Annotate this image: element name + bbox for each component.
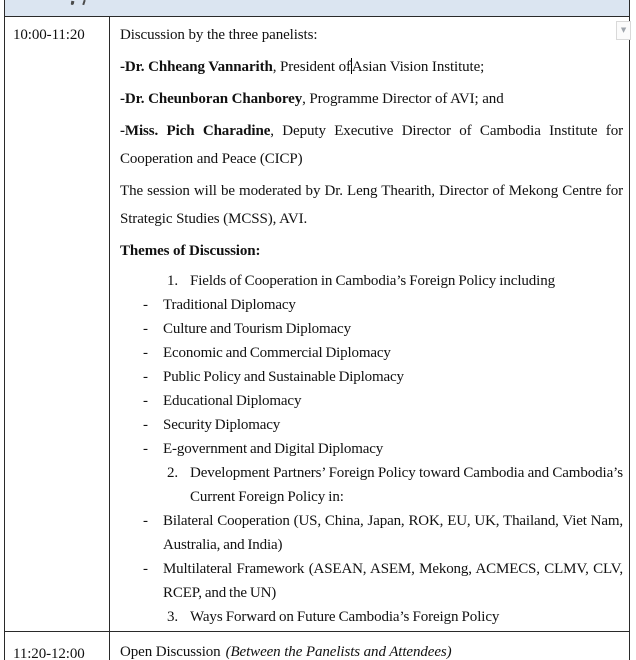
time-cell xyxy=(5,17,110,631)
panelist-2-role: , Programme Director of AVI; and xyxy=(302,91,504,107)
sub-list-marker: - xyxy=(143,417,148,433)
agenda-table xyxy=(4,0,630,660)
sub-list-item xyxy=(143,557,623,605)
sub-list-item-text: Security Diplomacy xyxy=(163,417,281,433)
sub-list-marker: - xyxy=(143,513,148,529)
sub-list-marker: - xyxy=(143,393,148,409)
list-item-text: Ways Forward on Future Cambodia’s Foreign Policy xyxy=(190,609,500,625)
sub-list-item xyxy=(143,437,623,461)
panelist-2-name: -Dr. Cheunboran Chanborey xyxy=(120,91,303,107)
sub-list-item-text: Public Policy and Sustainable Diplomacy xyxy=(163,369,404,385)
themes-heading xyxy=(120,237,623,265)
panelist-2-paragraph xyxy=(120,85,623,113)
sub-list-marker: - xyxy=(143,441,148,457)
scroll-down-button[interactable] xyxy=(616,21,631,40)
session-details-cell[interactable] xyxy=(110,632,629,660)
sub-list-marker: - xyxy=(143,345,148,361)
clipped-text-descender xyxy=(82,0,85,5)
sub-list-item xyxy=(143,317,623,341)
agenda-row-panel-discussion xyxy=(5,17,629,632)
moderator-paragraph xyxy=(120,177,623,233)
list-marker: 1. xyxy=(167,273,179,289)
moderator-text: The session will be moderated by Dr. Leng Thearith, Director of Mekong Centre for Strategic Studies (MCSS), AVI. xyxy=(120,183,623,227)
list-marker: 3. xyxy=(167,609,179,625)
sub-list-item-text: Economic and Commercial Diplomacy xyxy=(163,345,391,361)
session-details-cell[interactable] xyxy=(110,17,629,631)
themes-heading-text: Themes of Discussion: xyxy=(120,243,261,259)
panelist-1-paragraph xyxy=(120,53,623,81)
sub-list-marker: - xyxy=(143,369,148,385)
list-item-1 xyxy=(167,269,623,293)
sub-list-item-text: Multilateral Framework (ASEAN, ASEM, Mekong, ACMECS, CLMV, CLV, RCEP, and the UN) xyxy=(163,561,623,601)
time-range: 10:00-11:20 xyxy=(13,27,85,43)
table-header-band-clipped xyxy=(5,0,629,17)
intro-paragraph xyxy=(120,21,623,49)
themes-list xyxy=(120,269,623,629)
panelist-1-name: -Dr. Chheang Vannarith xyxy=(120,59,273,75)
time-cell xyxy=(5,632,110,660)
panelist-1-role-after: Asian Vision Institute; xyxy=(351,59,485,75)
sub-list-item-text: Bilateral Cooperation (US, China, Japan, ROK, EU, UK, Thailand, Viet Nam, Australia, and India) xyxy=(163,513,623,553)
list-item-2 xyxy=(167,461,623,509)
sub-list-item xyxy=(143,509,623,557)
clipped-text-descender xyxy=(71,1,75,5)
sub-list-item-text: Traditional Diplomacy xyxy=(163,297,296,313)
sub-list-item-text: Educational Diplomacy xyxy=(163,393,302,409)
sub-list-item xyxy=(143,389,623,413)
agenda-row-open-discussion xyxy=(5,632,629,660)
session-title-note: (Between the Panelists and Attendees) xyxy=(225,644,452,660)
list-item-text: Fields of Cooperation in Cambodia’s Foreign Policy including xyxy=(190,273,556,289)
list-marker: 2. xyxy=(167,465,179,481)
sub-list-marker: - xyxy=(143,561,148,577)
sub-list-marker: - xyxy=(143,321,148,337)
panelist-1-role-before: , President of xyxy=(272,59,351,75)
chevron-down-icon: ▼ xyxy=(620,26,627,34)
list-item-3 xyxy=(167,605,623,629)
sub-list-item xyxy=(143,341,623,365)
sub-list-item-text: E-government and Digital Diplomacy xyxy=(163,441,384,457)
list-item-text: Development Partners’ Foreign Policy toward Cambodia and Cambodia’s Current Foreign Policy in: xyxy=(190,465,623,505)
time-range: 11:20-12:00 xyxy=(13,646,85,660)
sub-list-item xyxy=(143,293,623,317)
panelist-3-paragraph xyxy=(120,117,623,173)
sub-list-item xyxy=(143,365,623,389)
intro-text: Discussion by the three panelists: xyxy=(120,27,318,43)
session-title: Open Discussion xyxy=(120,644,221,660)
sub-list-marker: - xyxy=(143,297,148,313)
sub-list-item-text: Culture and Tourism Diplomacy xyxy=(163,321,351,337)
sub-list-item xyxy=(143,413,623,437)
panelist-3-role: , Deputy Executive Director of Cambodia Institute for Cooperation and Peace (CICP) xyxy=(120,123,623,167)
panelist-3-name: -Miss. Pich Charadine xyxy=(120,123,271,139)
